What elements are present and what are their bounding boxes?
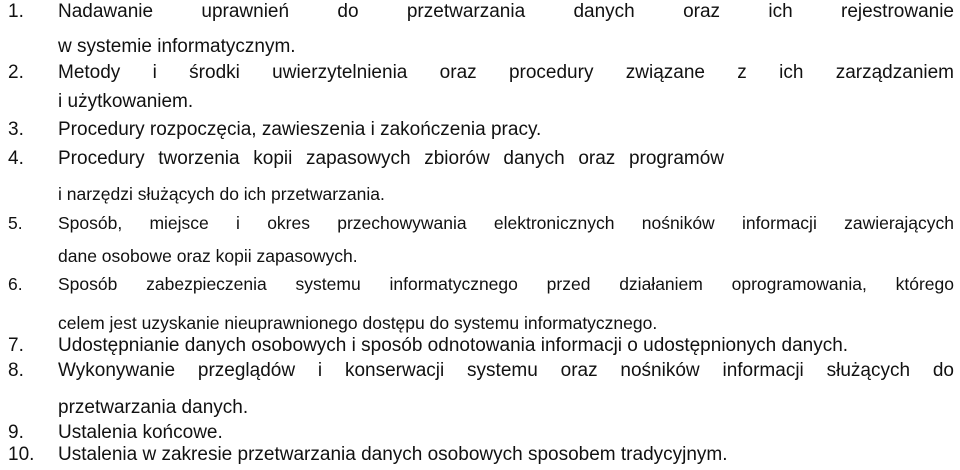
- list-item-number: 10.: [8, 444, 35, 465]
- list-item-text-line: i narzędzi służących do ich przetwarzania.: [58, 184, 385, 204]
- list-item-text-line: Ustalenia końcowe.: [58, 422, 223, 443]
- list-item-text-line: Metody i środki uwierzytelnienia oraz procedury związane z ich zarządzaniem: [58, 62, 954, 83]
- list-item-text-line: Sposób zabezpieczenia systemu informatycznego przed działaniem oprogramowania, którego: [58, 274, 954, 294]
- list-item-text-line: Udostępnianie danych osobowych i sposób odnotowania informacji o udostępnionych danych.: [58, 335, 849, 356]
- list-item-number: 6.: [8, 274, 23, 294]
- list-item-number: 3.: [8, 119, 24, 140]
- list-item-text-line: Wykonywanie przeglądów i konserwacji systemu oraz nośników informacji służących do: [58, 360, 954, 381]
- list-item-number: 5.: [8, 213, 23, 233]
- list-item-text-line: Ustalenia w zakresie przetwarzania danych osobowych sposobem tradycyjnym.: [58, 444, 728, 465]
- list-item-text-line: Nadawanie uprawnień do przetwarzania danych oraz ich rejestrowanie: [58, 1, 954, 22]
- list-item-number: 2.: [8, 62, 24, 83]
- list-item-text-line: Sposób, miejsce i okres przechowywania elektronicznych nośników informacji zawierających: [58, 213, 954, 233]
- list-item-number: 8.: [8, 360, 24, 381]
- list-item-number: 7.: [8, 335, 24, 356]
- list-item-text-line: i użytkowaniem.: [58, 91, 194, 112]
- list-item-text-line: celem jest uzyskanie nieuprawnionego dostępu do systemu informatycznego.: [58, 313, 658, 333]
- list-item-number: 9.: [8, 422, 24, 443]
- list-item-text-line: przetwarzania danych.: [58, 397, 249, 418]
- list-item-number: 1.: [8, 1, 24, 22]
- list-item-text-line: Procedury rozpoczęcia, zawieszenia i zakończenia pracy.: [58, 119, 542, 140]
- list-item-text-line: dane osobowe oraz kopii zapasowych.: [58, 246, 358, 266]
- list-item-number: 4.: [8, 148, 24, 169]
- list-item-text-line: w systemie informatycznym.: [58, 36, 296, 57]
- list-item-text-line: Procedury tworzenia kopii zapasowych zbiorów danych oraz programów: [58, 148, 724, 169]
